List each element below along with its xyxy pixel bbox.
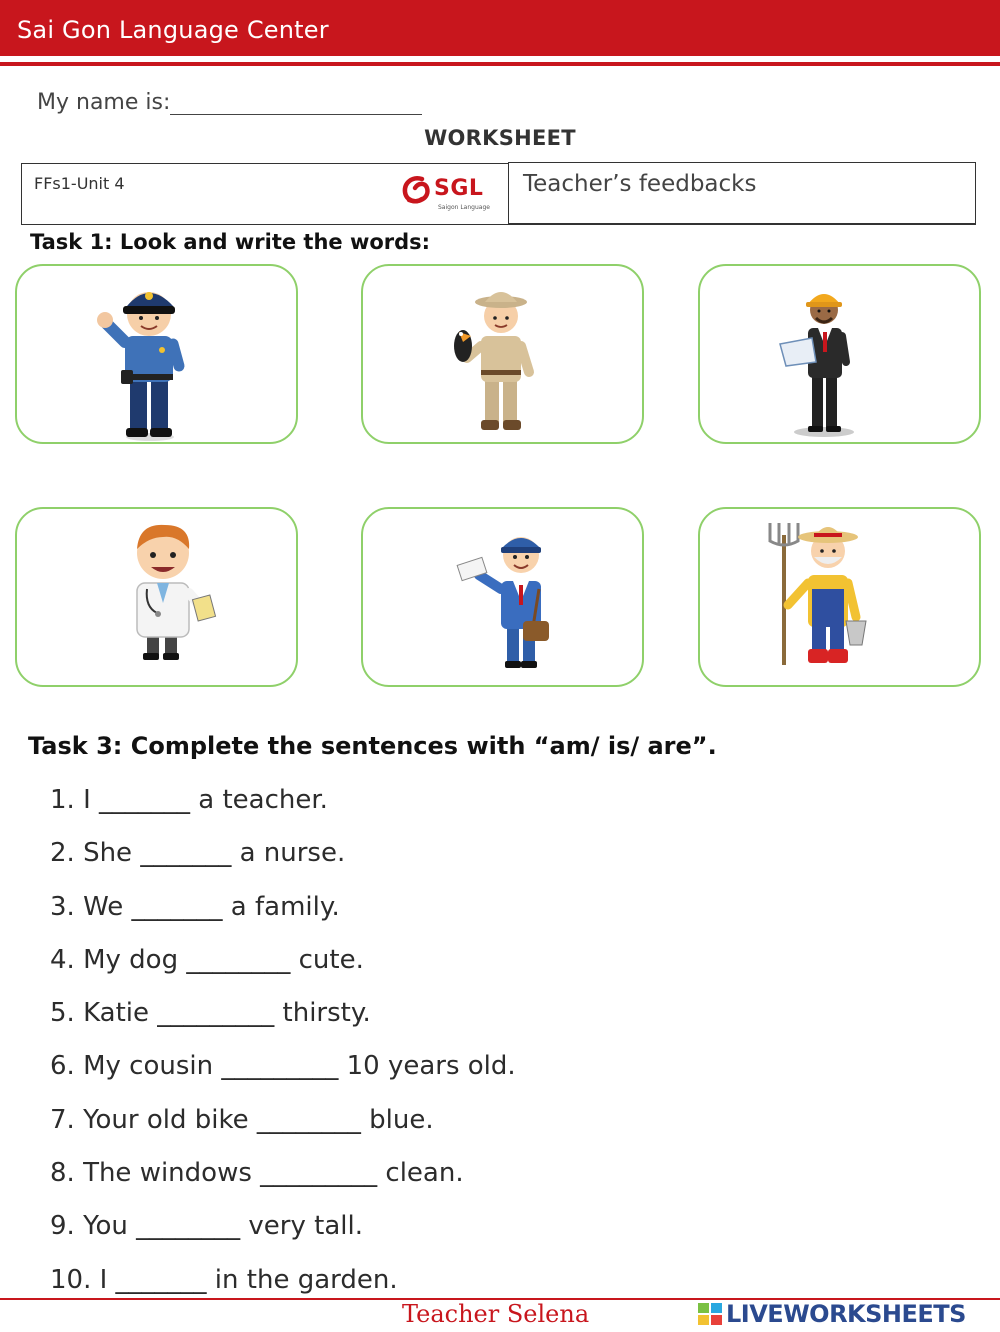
teacher-signature: Teacher Selena — [402, 1300, 590, 1328]
sentence-2[interactable]: 2. She _______ a nurse. — [50, 838, 346, 869]
picture-card-police-officer — [15, 264, 298, 444]
sentence-10[interactable]: 10. I _______ in the garden. — [50, 1264, 398, 1295]
feedback-label: Teacher’s feedbacks — [523, 171, 757, 197]
sgl-logo-subtext: Saigon Language — [438, 204, 490, 211]
postman-illustration — [363, 509, 646, 689]
task3-title: Task 3: Complete the sentences with “am/ is/ are”. — [28, 732, 717, 760]
unit-label: FFs1-Unit 4 — [34, 174, 125, 193]
sentence-5[interactable]: 5. Katie _________ thirsty. — [50, 998, 371, 1029]
sentence-3[interactable]: 3. We _______ a family. — [50, 891, 340, 922]
sgl-logo — [400, 170, 500, 216]
picture-card-engineer — [698, 264, 981, 444]
worksheet-title: WORKSHEET — [424, 126, 576, 150]
header-divider — [0, 62, 1000, 66]
sentence-4[interactable]: 4. My dog ________ cute. — [50, 944, 364, 975]
explorer-illustration — [363, 266, 646, 446]
task1-title: Task 1: Look and write the words: — [30, 230, 431, 254]
police-officer-illustration — [17, 266, 300, 446]
picture-card-explorer — [361, 264, 644, 444]
sentence-1[interactable]: 1. I _______ a teacher. — [50, 785, 328, 815]
sentence-8[interactable]: 8. The windows _________ clean. — [50, 1158, 464, 1189]
picture-card-doctor — [15, 507, 298, 687]
liveworksheets-icon — [698, 1303, 722, 1325]
picture-card-postman — [361, 507, 644, 687]
doctor-illustration — [17, 509, 300, 689]
unit-box — [21, 163, 509, 225]
header-title: Sai Gon Language Center — [17, 16, 329, 44]
name-prompt: My name is: — [37, 90, 171, 115]
engineer-illustration — [700, 266, 983, 446]
sgl-logo-text: SGL — [434, 176, 484, 201]
liveworksheets-text: LIVEWORKSHEETS — [726, 1300, 966, 1328]
picture-card-farmer — [698, 507, 981, 687]
name-field — [37, 90, 422, 115]
sentence-7[interactable]: 7. Your old bike ________ blue. — [50, 1104, 434, 1135]
sentence-9[interactable]: 9. You ________ very tall. — [50, 1211, 363, 1242]
sgl-logo-icon — [400, 174, 434, 208]
sentence-6[interactable]: 6. My cousin _________ 10 years old. — [50, 1051, 516, 1082]
sentence-list — [50, 782, 516, 1315]
farmer-illustration — [700, 509, 983, 689]
feedback-box[interactable] — [508, 162, 976, 225]
header-bar — [0, 0, 1000, 56]
name-blank[interactable] — [170, 90, 422, 115]
